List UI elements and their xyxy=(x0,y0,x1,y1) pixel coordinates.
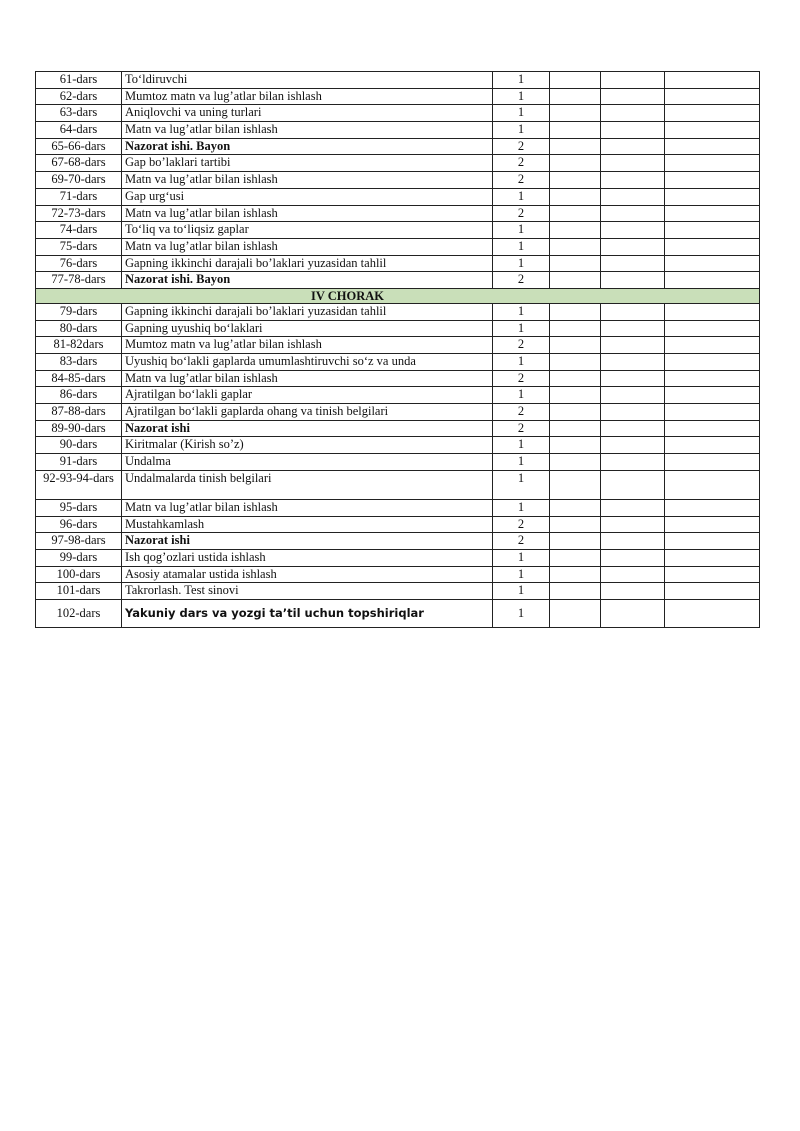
empty-cell xyxy=(665,516,760,533)
lesson-topic: Matn va lug’atlar bilan ishlash xyxy=(122,370,493,387)
empty-cell xyxy=(601,88,665,105)
empty-cell xyxy=(665,420,760,437)
lesson-topic: Matn va lug’atlar bilan ishlash xyxy=(122,205,493,222)
empty-cell xyxy=(601,222,665,239)
lesson-topic: Takrorlash. Test sinovi xyxy=(122,583,493,600)
lesson-topic: Matn va lug’atlar bilan ishlash xyxy=(122,499,493,516)
table-row xyxy=(36,205,760,222)
lesson-topic: Uyushiq bo‘lakli gaplarda umumlashtiruvchi so‘z va unda xyxy=(122,354,493,371)
lesson-number: 64-dars xyxy=(36,122,122,139)
lesson-number: 96-dars xyxy=(36,516,122,533)
lesson-topic: Ish qog’ozlari ustida ishlash xyxy=(122,549,493,566)
quarter-heading-row xyxy=(36,288,760,303)
table-row xyxy=(36,420,760,437)
lesson-number: 84-85-dars xyxy=(36,370,122,387)
lesson-number: 74-dars xyxy=(36,222,122,239)
table-row xyxy=(36,122,760,139)
lesson-topic: Gap urg‘usi xyxy=(122,188,493,205)
table-row xyxy=(36,303,760,320)
rows-third-quarter xyxy=(36,72,760,289)
lesson-plan-table xyxy=(35,71,760,628)
lesson-number: 72-73-dars xyxy=(36,205,122,222)
lesson-number: 62-dars xyxy=(36,88,122,105)
empty-cell xyxy=(550,499,601,516)
empty-cell xyxy=(665,88,760,105)
lesson-hours: 2 xyxy=(493,533,550,550)
lesson-number: 83-dars xyxy=(36,354,122,371)
empty-cell xyxy=(550,549,601,566)
lesson-number: 97-98-dars xyxy=(36,533,122,550)
lesson-topic: Aniqlovchi va uning turlari xyxy=(122,105,493,122)
lesson-number: 76-dars xyxy=(36,255,122,272)
table-row xyxy=(36,533,760,550)
table-row xyxy=(36,549,760,566)
lesson-hours: 1 xyxy=(493,188,550,205)
lesson-number: 91-dars xyxy=(36,454,122,471)
lesson-number: 69-70-dars xyxy=(36,172,122,189)
lesson-number: 101-dars xyxy=(36,583,122,600)
lesson-hours: 1 xyxy=(493,354,550,371)
empty-cell xyxy=(665,72,760,89)
empty-cell xyxy=(665,599,760,627)
table-row xyxy=(36,155,760,172)
empty-cell xyxy=(665,205,760,222)
lesson-hours: 1 xyxy=(493,72,550,89)
table-row xyxy=(36,138,760,155)
lesson-topic: Yakuniy dars va yozgi ta’til uchun topshiriqlar xyxy=(122,599,493,627)
table-row xyxy=(36,499,760,516)
empty-cell xyxy=(665,583,760,600)
lesson-number: 80-dars xyxy=(36,320,122,337)
empty-cell xyxy=(550,566,601,583)
empty-cell xyxy=(665,437,760,454)
quarter-heading-cell xyxy=(36,288,760,303)
empty-cell xyxy=(601,533,665,550)
empty-cell xyxy=(550,454,601,471)
empty-cell xyxy=(665,370,760,387)
empty-cell xyxy=(550,320,601,337)
empty-cell xyxy=(601,172,665,189)
lesson-topic: Ajratilgan bo‘lakli gaplar xyxy=(122,387,493,404)
lesson-topic: Matn va lug’atlar bilan ishlash xyxy=(122,238,493,255)
lesson-number: 79-dars xyxy=(36,303,122,320)
table-row xyxy=(36,88,760,105)
lesson-hours: 1 xyxy=(493,387,550,404)
empty-cell xyxy=(601,599,665,627)
empty-cell xyxy=(665,354,760,371)
lesson-number: 71-dars xyxy=(36,188,122,205)
empty-cell xyxy=(665,188,760,205)
table-row xyxy=(36,238,760,255)
lesson-topic: Mumtoz matn va lug’atlar bilan ishlash xyxy=(122,337,493,354)
empty-cell xyxy=(550,205,601,222)
empty-cell xyxy=(550,222,601,239)
table-row xyxy=(36,370,760,387)
empty-cell xyxy=(601,454,665,471)
empty-cell xyxy=(550,470,601,499)
empty-cell xyxy=(601,566,665,583)
table-row xyxy=(36,566,760,583)
rows-fourth-quarter xyxy=(36,303,760,627)
lesson-topic: Gapning uyushiq bo‘laklari xyxy=(122,320,493,337)
empty-cell xyxy=(550,155,601,172)
lesson-topic: To‘ldiruvchi xyxy=(122,72,493,89)
lesson-topic: Undalma xyxy=(122,454,493,471)
empty-cell xyxy=(550,599,601,627)
table-row xyxy=(36,72,760,89)
lesson-number: 87-88-dars xyxy=(36,404,122,421)
table-row xyxy=(36,272,760,289)
empty-cell xyxy=(665,549,760,566)
table-row xyxy=(36,222,760,239)
lesson-number: 95-dars xyxy=(36,499,122,516)
empty-cell xyxy=(550,303,601,320)
table-row xyxy=(36,437,760,454)
empty-cell xyxy=(601,583,665,600)
empty-cell xyxy=(601,499,665,516)
lesson-topic: Mustahkamlash xyxy=(122,516,493,533)
empty-cell xyxy=(550,72,601,89)
lesson-number: 75-dars xyxy=(36,238,122,255)
empty-cell xyxy=(601,420,665,437)
empty-cell xyxy=(550,354,601,371)
lesson-topic: Gap bo’laklari tartibi xyxy=(122,155,493,172)
lesson-hours: 2 xyxy=(493,138,550,155)
lesson-hours: 1 xyxy=(493,549,550,566)
empty-cell xyxy=(550,172,601,189)
lesson-hours: 1 xyxy=(493,470,550,499)
empty-cell xyxy=(550,138,601,155)
empty-cell xyxy=(601,205,665,222)
table-row xyxy=(36,470,760,499)
empty-cell xyxy=(665,320,760,337)
empty-cell xyxy=(550,533,601,550)
lesson-topic: Asosiy atamalar ustida ishlash xyxy=(122,566,493,583)
empty-cell xyxy=(550,516,601,533)
empty-cell xyxy=(550,437,601,454)
lesson-hours: 1 xyxy=(493,122,550,139)
lesson-hours: 1 xyxy=(493,105,550,122)
lesson-hours: 1 xyxy=(493,599,550,627)
table-row xyxy=(36,105,760,122)
table-row xyxy=(36,454,760,471)
empty-cell xyxy=(601,387,665,404)
lesson-hours: 1 xyxy=(493,222,550,239)
lesson-topic: To‘liq va to‘liqsiz gaplar xyxy=(122,222,493,239)
lesson-topic: Ajratilgan bo‘lakli gaplarda ohang va tinish belgilari xyxy=(122,404,493,421)
lesson-hours: 2 xyxy=(493,172,550,189)
empty-cell xyxy=(601,255,665,272)
lesson-topic: Gapning ikkinchi darajali bo’laklari yuzasidan tahlil xyxy=(122,303,493,320)
empty-cell xyxy=(550,420,601,437)
table-row xyxy=(36,583,760,600)
empty-cell xyxy=(601,404,665,421)
lesson-topic: Kiritmalar (Kirish so’z) xyxy=(122,437,493,454)
lesson-hours: 1 xyxy=(493,303,550,320)
lesson-topic: Nazorat ishi. Bayon xyxy=(122,272,493,289)
lesson-hours: 2 xyxy=(493,337,550,354)
table-row xyxy=(36,404,760,421)
empty-cell xyxy=(550,122,601,139)
empty-cell xyxy=(665,404,760,421)
empty-cell xyxy=(665,337,760,354)
lesson-hours: 1 xyxy=(493,238,550,255)
empty-cell xyxy=(601,303,665,320)
quarter-heading-group xyxy=(36,288,760,303)
empty-cell xyxy=(601,122,665,139)
empty-cell xyxy=(665,255,760,272)
lesson-hours: 1 xyxy=(493,566,550,583)
empty-cell xyxy=(665,533,760,550)
lesson-topic: Matn va lug’atlar bilan ishlash xyxy=(122,122,493,139)
lesson-number: 86-dars xyxy=(36,387,122,404)
empty-cell xyxy=(601,238,665,255)
empty-cell xyxy=(550,387,601,404)
empty-cell xyxy=(665,172,760,189)
empty-cell xyxy=(601,516,665,533)
empty-cell xyxy=(550,370,601,387)
empty-cell xyxy=(550,88,601,105)
empty-cell xyxy=(601,370,665,387)
lesson-number: 81-82dars xyxy=(36,337,122,354)
lesson-number: 63-dars xyxy=(36,105,122,122)
table-row xyxy=(36,354,760,371)
lesson-hours: 2 xyxy=(493,272,550,289)
table-row xyxy=(36,337,760,354)
empty-cell xyxy=(601,337,665,354)
table-row xyxy=(36,516,760,533)
table-row xyxy=(36,188,760,205)
lesson-number: 89-90-dars xyxy=(36,420,122,437)
lesson-number: 100-dars xyxy=(36,566,122,583)
lesson-topic: Nazorat ishi. Bayon xyxy=(122,138,493,155)
lesson-number: 102-dars xyxy=(36,599,122,627)
lesson-topic: Mumtoz matn va lug’atlar bilan ishlash xyxy=(122,88,493,105)
empty-cell xyxy=(550,255,601,272)
empty-cell xyxy=(550,272,601,289)
empty-cell xyxy=(665,387,760,404)
empty-cell xyxy=(550,337,601,354)
empty-cell xyxy=(665,272,760,289)
lesson-hours: 2 xyxy=(493,155,550,172)
empty-cell xyxy=(665,238,760,255)
lesson-number: 99-dars xyxy=(36,549,122,566)
table-row xyxy=(36,599,760,627)
lesson-hours: 2 xyxy=(493,420,550,437)
lesson-number: 65-66-dars xyxy=(36,138,122,155)
lesson-topic: Matn va lug’atlar bilan ishlash xyxy=(122,172,493,189)
empty-cell xyxy=(550,583,601,600)
empty-cell xyxy=(665,470,760,499)
lesson-hours: 2 xyxy=(493,370,550,387)
lesson-topic: Nazorat ishi xyxy=(122,420,493,437)
empty-cell xyxy=(665,138,760,155)
empty-cell xyxy=(665,155,760,172)
lesson-hours: 1 xyxy=(493,437,550,454)
empty-cell xyxy=(601,272,665,289)
table-row xyxy=(36,320,760,337)
lesson-number: 92-93-94-dars xyxy=(36,470,122,499)
empty-cell xyxy=(665,499,760,516)
lesson-hours: 2 xyxy=(493,516,550,533)
table-row xyxy=(36,387,760,404)
table-row xyxy=(36,172,760,189)
empty-cell xyxy=(550,404,601,421)
empty-cell xyxy=(601,155,665,172)
empty-cell xyxy=(550,105,601,122)
empty-cell xyxy=(665,454,760,471)
empty-cell xyxy=(601,549,665,566)
empty-cell xyxy=(601,320,665,337)
lesson-topic: Undalmalarda tinish belgilari xyxy=(122,470,493,499)
empty-cell xyxy=(665,105,760,122)
lesson-hours: 1 xyxy=(493,499,550,516)
empty-cell xyxy=(601,138,665,155)
quarter-heading: IV CHORAK xyxy=(310,288,385,303)
lesson-number: 90-dars xyxy=(36,437,122,454)
lesson-hours: 1 xyxy=(493,88,550,105)
empty-cell xyxy=(550,188,601,205)
table-row xyxy=(36,255,760,272)
empty-cell xyxy=(601,105,665,122)
empty-cell xyxy=(665,222,760,239)
empty-cell xyxy=(665,122,760,139)
empty-cell xyxy=(665,566,760,583)
lesson-hours: 1 xyxy=(493,320,550,337)
empty-cell xyxy=(601,354,665,371)
empty-cell xyxy=(601,72,665,89)
lesson-hours: 1 xyxy=(493,454,550,471)
lesson-number: 67-68-dars xyxy=(36,155,122,172)
lesson-hours: 1 xyxy=(493,255,550,272)
lesson-topic: Gapning ikkinchi darajali bo’laklari yuzasidan tahlil xyxy=(122,255,493,272)
empty-cell xyxy=(601,470,665,499)
lesson-topic: Nazorat ishi xyxy=(122,533,493,550)
lesson-hours: 2 xyxy=(493,404,550,421)
empty-cell xyxy=(550,238,601,255)
empty-cell xyxy=(601,188,665,205)
lesson-hours: 2 xyxy=(493,205,550,222)
lesson-number: 77-78-dars xyxy=(36,272,122,289)
empty-cell xyxy=(601,437,665,454)
lesson-number: 61-dars xyxy=(36,72,122,89)
empty-cell xyxy=(665,303,760,320)
lesson-hours: 1 xyxy=(493,583,550,600)
